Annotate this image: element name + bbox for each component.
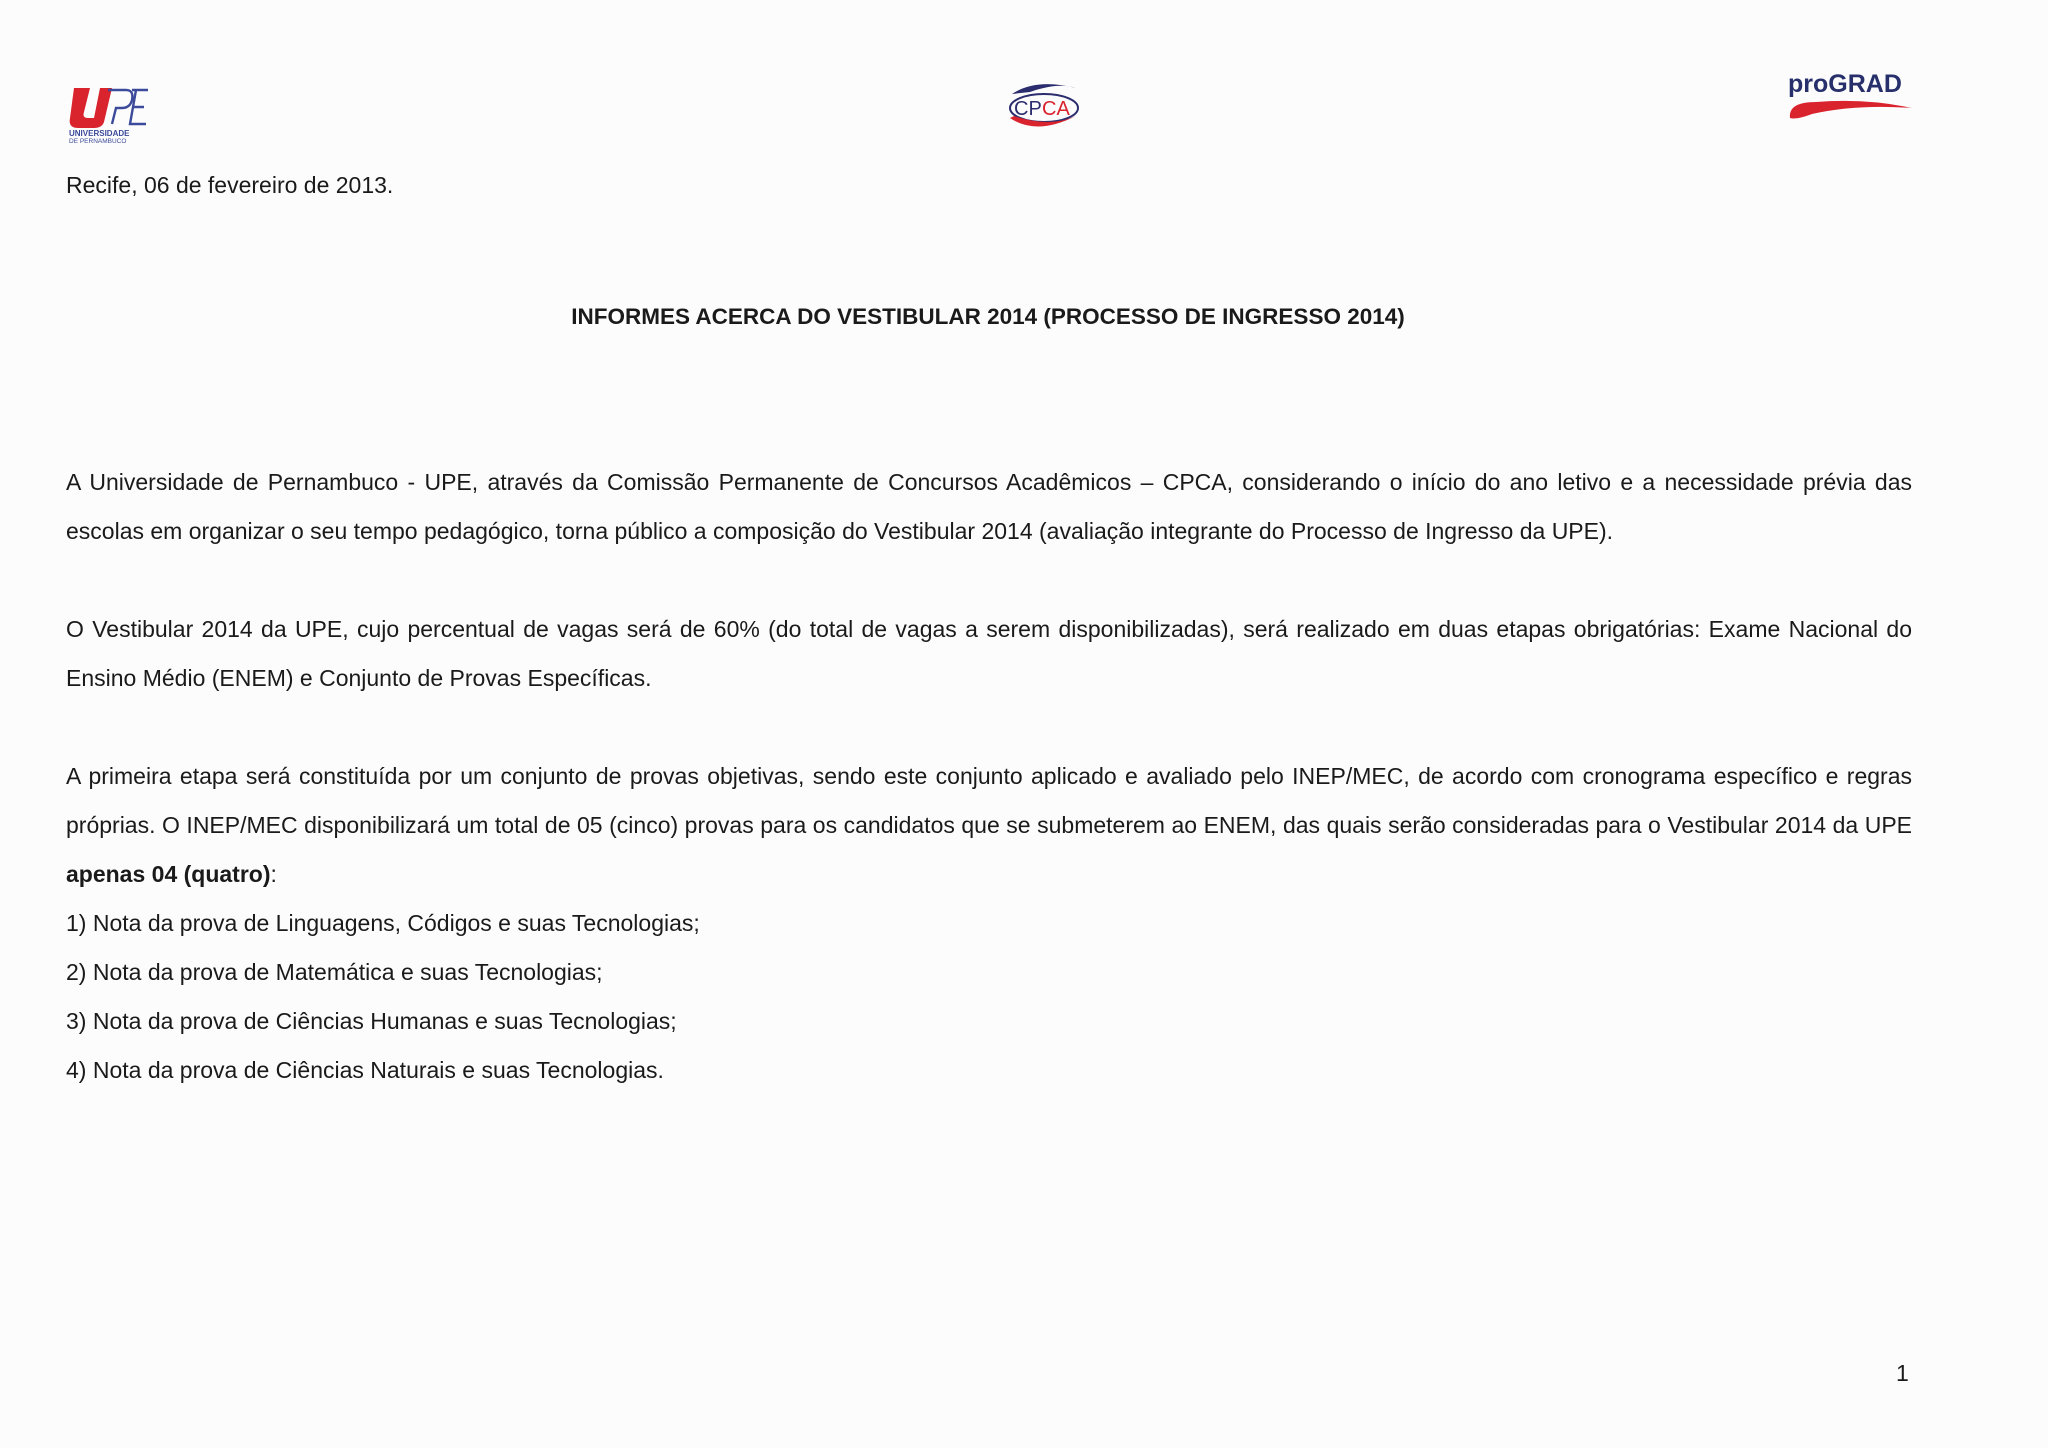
list-item: 2) Nota da prova de Matemática e suas Tecnologias; (66, 959, 603, 985)
paragraph-primeira-etapa-bold: apenas 04 (quatro) (66, 861, 271, 887)
upe-logo-subtext-1: UNIVERSIDADE (69, 129, 130, 138)
document-date: Recife, 06 de fevereiro de 2013. (66, 172, 394, 198)
list-item: 1) Nota da prova de Linguagens, Códigos e suas Tecnologias; (66, 910, 700, 936)
paragraph-primeira-etapa-text: A primeira etapa será constituída por um conjunto de provas objetivas, sendo este conjunto aplicado e avaliado pelo INEP/MEC, de acordo com cronograma específico e regras próprias. O INEP/MEC disponibilizará um total de 05 (cinco) provas para os candidatos que se submeterem ao ENEM, das quais serão consideradas para o Vestibular 2014 da UPE (66, 763, 1912, 838)
paragraph-primeira-etapa (66, 752, 1912, 899)
document-title: INFORMES ACERCA DO VESTIBULAR 2014 (PROCESSO DE INGRESSO 2014) (571, 304, 1405, 329)
document-body (66, 458, 1912, 1095)
cpca-logo (1006, 80, 1082, 132)
cpca-logo-text-1: CP (1014, 98, 1042, 120)
upe-logo-subtext-2: DE PERNAMBUCO (69, 138, 127, 144)
paragraph-vestibular: O Vestibular 2014 da UPE, cujo percentual de vagas será de 60% (do total de vagas a serem disponibilizadas), será realizado em duas etapas obrigatórias: Exame Nacional do Ensino Médio (ENEM) e Conjunto de Provas Específicas. (66, 616, 1912, 691)
paragraph-intro: A Universidade de Pernambuco - UPE, através da Comissão Permanente de Concursos Acadêmicos – CPCA, considerando o início do ano letivo e a necessidade prévia das escolas em organizar o seu tempo pedagógico, torna público a composição do Vestibular 2014 (avaliação integrante do Processo de Ingresso da UPE). (66, 469, 1912, 544)
upe-logo (68, 84, 152, 144)
list-item: 4) Nota da prova de Ciências Naturais e suas Tecnologias. (66, 1057, 664, 1083)
list-item: 3) Nota da prova de Ciências Humanas e suas Tecnologias; (66, 1008, 677, 1034)
prograd-logo-text: proGRAD (1788, 70, 1902, 98)
page-number: 1 (1896, 1360, 1909, 1386)
prograd-logo (1786, 68, 1916, 126)
cpca-logo-text-2: CA (1042, 98, 1070, 120)
paragraph-primeira-etapa-end: : (270, 861, 277, 887)
